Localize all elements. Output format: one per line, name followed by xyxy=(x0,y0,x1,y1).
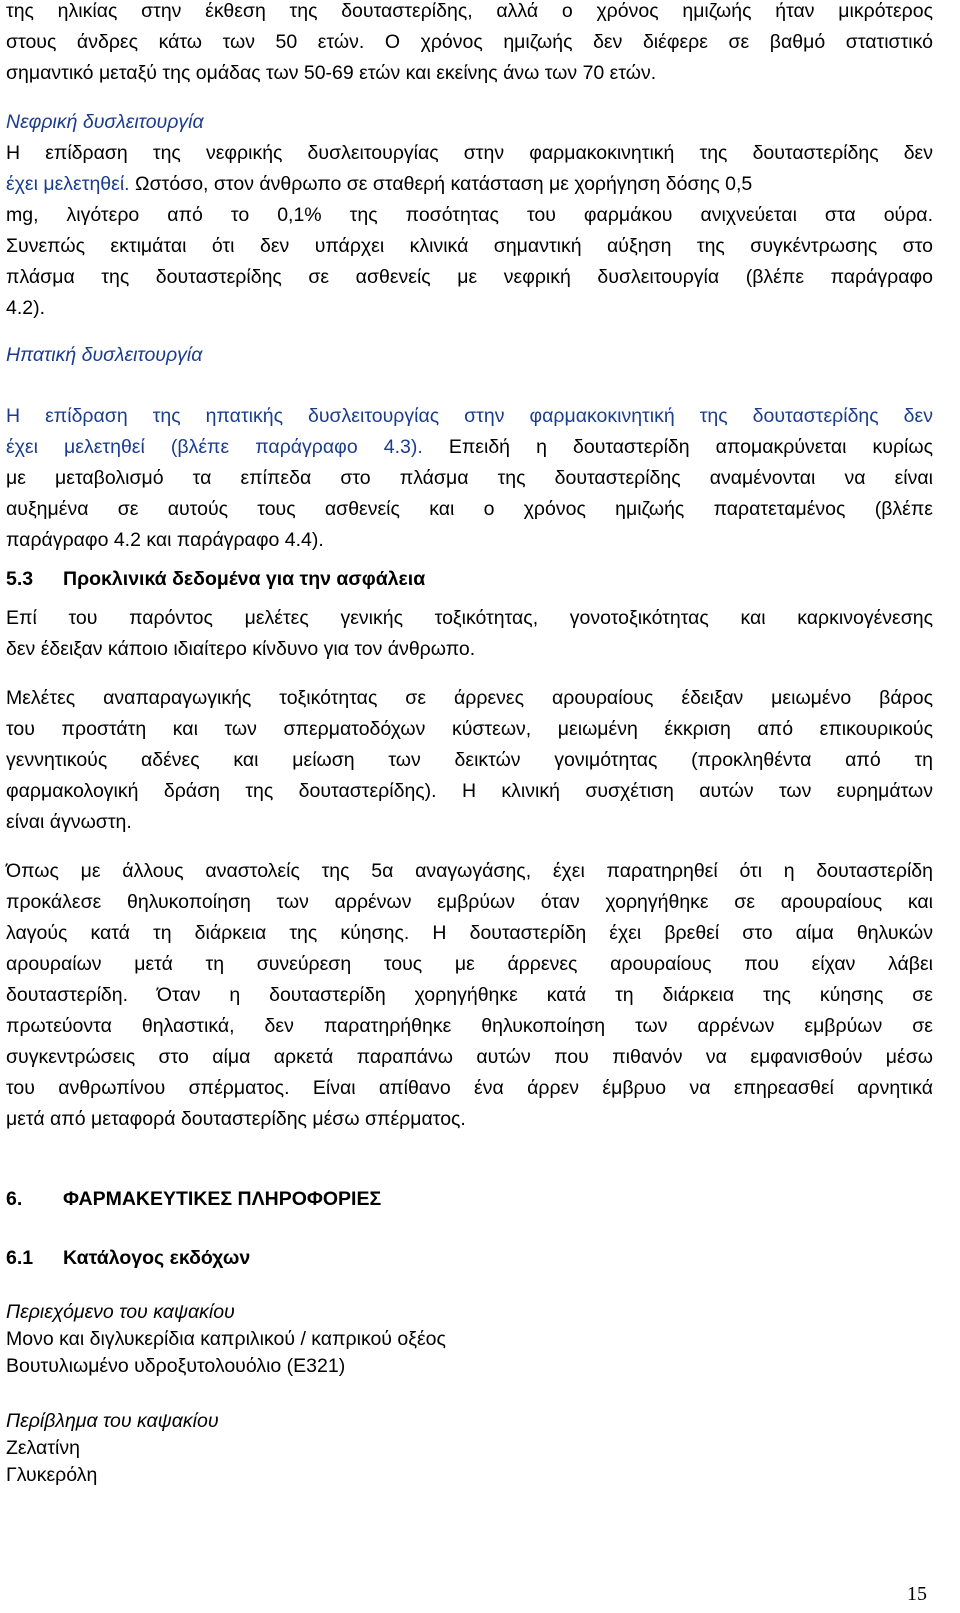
text-run: Ωστόσο, στον άνθρωπο σε σταθερή κατάσταση με χορήγηση δόσης 0,5 xyxy=(135,173,753,195)
text-line: σημαντικό μεταξύ της ομάδας των 50-69 ετών και εκείνης άνω των 70 ετών. xyxy=(6,62,657,84)
text-line: του προστάτη και των σπερματοδόχων κύστεων, μειωμένη έκκριση από επικουρικούς xyxy=(6,718,933,740)
text-line: Μελέτες αναπαραγωγικής τοξικότητας σε άρρενες αρουραίους έδειξαν μειωμένο βάρος xyxy=(6,687,933,709)
text-line: Η επίδραση της νεφρικής δυσλειτουργίας στην φαρμακοκινητική της δουταστερίδης δεν xyxy=(6,142,933,164)
excipient-item: Ζελατίνη xyxy=(6,1437,80,1459)
text-line: συγκεντρώσεις στο αίμα αρκετά παραπάνω αυτών που πιθανόν να εμφανισθούν μέσω xyxy=(6,1046,933,1068)
section-5-3-heading xyxy=(6,565,425,593)
text-line: Συνεπώς εκτιμάται ότι δεν υπάρχει κλινικά σημαντική αύξηση της συγκέντρωσης στο xyxy=(6,235,933,257)
section-title: Κατάλογος εκδόχων xyxy=(63,1247,251,1269)
text-line: στους άνδρες κάτω των 50 ετών. Ο χρόνος ημιζωής δεν διέφερε σε βαθμό στατιστικό xyxy=(6,31,933,53)
text-line: αρουραίων μετά τη συνεύρεση τους με άρρενες αρουραίους που είχαν λάβει xyxy=(6,953,933,975)
section-number: 6.1 xyxy=(6,1247,34,1269)
text-line: δεν έδειξαν κάποιο ιδιαίτερο κίνδυνο για τον άνθρωπο. xyxy=(6,638,476,660)
section-number: 6. xyxy=(6,1188,23,1210)
text-line: του ανθρωπίνου σπέρματος. Είναι απίθανο ένα άρρεν έμβρυο να επηρεασθεί αρνητικά xyxy=(6,1077,933,1099)
text-line: mg, λιγότερο από το 0,1% της ποσότητας του φαρμάκου ανιχνεύεται στα ούρα. xyxy=(6,204,933,226)
text-line: Η επίδραση της ηπατικής δυσλειτουργίας στην φαρμακοκινητική της δουταστερίδης δεν xyxy=(6,405,933,427)
text-line: φαρμακολογική δράση της δουταστερίδης). Η κλινική συσχέτιση αυτών των ευρημάτων xyxy=(6,780,933,802)
text-line: πλάσμα της δουταστερίδης σε ασθενείς με νεφρική δυσλειτουργία (βλέπε παράγραφο xyxy=(6,266,933,288)
section-number: 5.3 xyxy=(6,568,34,590)
page-number: 15 xyxy=(907,1583,927,1605)
text-line: 4.2). xyxy=(6,297,46,319)
text-run: Επειδή η δουταστερίδη απομακρύνεται κυρίως xyxy=(448,436,933,458)
section-title: ΦΑΡΜΑΚΕΥΤΙΚΕΣ ΠΛΗΡΟΦΟΡΙΕΣ xyxy=(63,1188,382,1210)
excipient-item: Βουτυλιωμένο υδροξυτολουόλιο (Ε321) xyxy=(6,1355,346,1377)
text-line: μετά από μεταφορά δουταστερίδης μέσω σπέρματος. xyxy=(6,1108,466,1130)
text-line: λαγούς κατά τη διάρκεια της κύησης. Η δουταστερίδη έχει βρεθεί στο αίμα θηλυκών xyxy=(6,922,933,944)
section-6-1-heading xyxy=(6,1244,250,1272)
text-line xyxy=(6,170,752,198)
text-line: δουταστερίδη. Όταν η δουταστερίδη χορηγήθηκε κατά τη διάρκεια της κύησης σε xyxy=(6,984,933,1006)
renal-impairment-heading: Νεφρική δυσλειτουργία xyxy=(6,111,204,133)
text-run: έχει μελετηθεί. xyxy=(6,173,130,195)
text-line: αυξημένα σε αυτούς τους ασθενείς και ο χρόνος ημιζωής παρατεταμένος (βλέπε xyxy=(6,498,933,520)
text-line: με μεταβολισμό τα επίπεδα στο πλάσμα της δουταστερίδης αναμένονται να είναι xyxy=(6,467,933,489)
section-6-heading xyxy=(6,1185,381,1213)
section-title: Προκλινικά δεδομένα για την ασφάλεια xyxy=(63,568,426,590)
capsule-contents-heading: Περιεχόμενο του καψακίου xyxy=(6,1301,235,1323)
text-line: της ηλικίας στην έκθεση της δουταστερίδης, αλλά ο χρόνος ημιζωής ήταν μικρότερος xyxy=(6,0,933,22)
text-line: Όπως με άλλους αναστολείς της 5α αναγωγάσης, έχει παρατηρηθεί ότι η δουταστερίδη xyxy=(6,860,933,882)
text-line xyxy=(6,433,933,461)
capsule-shell-heading: Περίβλημα του καψακίου xyxy=(6,1410,219,1432)
text-run: έχει μελετηθεί (βλέπε παράγραφο 4.3). xyxy=(6,436,423,458)
text-line: παράγραφο 4.2 και παράγραφο 4.4). xyxy=(6,529,324,551)
text-line: γεννητικούς αδένες και μείωση των δεικτών γονιμότητας (προκληθέντα από τη xyxy=(6,749,933,771)
text-line: είναι άγνωστη. xyxy=(6,811,132,833)
text-line: Επί του παρόντος μελέτες γενικής τοξικότητας, γονοτοξικότητας και καρκινογένεσης xyxy=(6,607,933,629)
text-line: προκάλεσε θηλυκοποίηση των αρρένων εμβρύων όταν χορηγήθηκε σε αρουραίους και xyxy=(6,891,933,913)
excipient-item: Γλυκερόλη xyxy=(6,1464,98,1486)
hepatic-impairment-heading: Ηπατική δυσλειτουργία xyxy=(6,344,203,366)
text-line: πρωτεύοντα θηλαστικά, δεν παρατηρήθηκε θηλυκοποίηση των αρρένων εμβρύων σε xyxy=(6,1015,933,1037)
excipient-item: Μονο και διγλυκερίδια καπριλικού / καπρικού οξέος xyxy=(6,1328,446,1350)
